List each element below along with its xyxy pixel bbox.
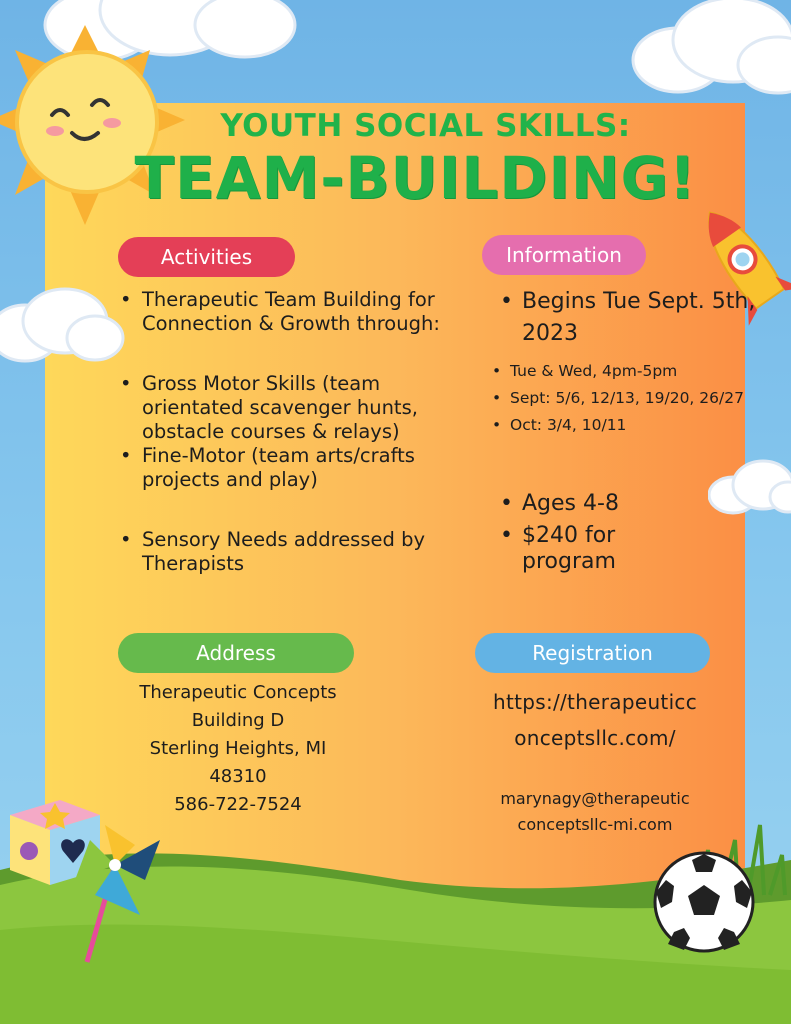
- list-item: • Oct: 3/4, 10/11: [490, 412, 760, 439]
- list-item: • Tue & Wed, 4pm-5pm: [490, 358, 760, 385]
- address-line: Building D: [191, 710, 285, 731]
- list-item: • Sept: 5/6, 12/13, 19/20, 26/27: [490, 385, 760, 412]
- address-line: Sterling Heights, MI: [149, 738, 327, 759]
- registration-email-link[interactable]: [470, 786, 720, 838]
- cloud-icon: [0, 283, 125, 368]
- email-line: marynagy@therapeutic: [500, 789, 690, 808]
- list-item: • Gross Motor Skills (team orientated scavenger hunts, obstacle courses & relays): [118, 372, 478, 444]
- list-item: • Ages 4-8: [498, 491, 658, 517]
- pinwheel-icon: [65, 820, 165, 970]
- info-start-list: [498, 286, 768, 350]
- info-schedule-list: [490, 358, 760, 439]
- address-line: 48310: [209, 766, 267, 787]
- info-details-list: [498, 491, 658, 575]
- list-item: • Sensory Needs addressed by Therapists: [118, 528, 478, 576]
- address-heading: Address: [118, 633, 354, 673]
- title-line1: YOUTH SOCIAL SKILLS:: [220, 108, 631, 144]
- page-title: TEAM-BUILDING!: [134, 144, 697, 212]
- registration-heading: Registration: [475, 633, 710, 673]
- activities-heading: Activities: [118, 237, 295, 277]
- email-line: conceptsllc-mi.com: [517, 815, 673, 834]
- address-line: Therapeutic Concepts: [139, 682, 337, 703]
- cloud-icon: [708, 455, 791, 520]
- soccer-ball-icon: [652, 850, 757, 955]
- registration-url-link[interactable]: [470, 684, 720, 756]
- information-heading: Information: [482, 235, 646, 275]
- list-item: • Begins Tue Sept. 5th, 2023: [498, 286, 768, 350]
- list-item: • $240 for program: [498, 523, 658, 575]
- url-line: https://therapeuticc: [492, 690, 698, 714]
- url-line: onceptsllc.com/: [514, 726, 676, 750]
- address-block: [118, 679, 358, 819]
- list-item: • Fine-Motor (team arts/crafts projects and play): [118, 444, 478, 492]
- activities-list: [118, 288, 478, 576]
- cloud-icon: [628, 0, 791, 105]
- phone-number: 586-722-7524: [174, 794, 302, 815]
- list-item: • Therapeutic Team Building for Connection & Growth through:: [118, 288, 478, 336]
